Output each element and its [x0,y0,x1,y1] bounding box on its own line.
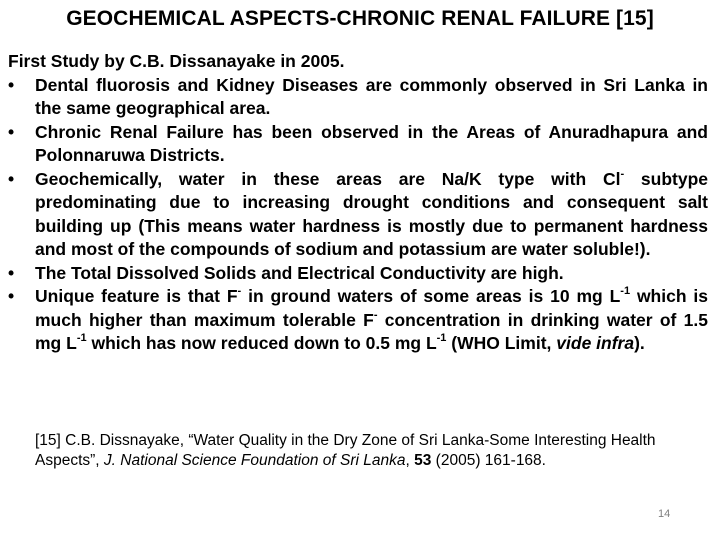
bullet-text: (WHO Limit, [446,333,557,353]
intro-line: First Study by C.B. Dissanayake in 2005. [8,51,345,71]
italic-text: vide infra [556,333,635,353]
bullet-dot: • [8,286,15,306]
reference-text: (2005) 161-168. [431,452,546,469]
journal-name: J. National Science Foundation of Sri Lanka [103,452,406,469]
bullet-item [8,285,708,356]
bullet-text: Unique feature is that F [35,286,238,306]
bullet-text: subtype predominating due to increasing drought conditions and consequent salt building up (This means water hardness is mostly due to permanent hardness and most of the compounds of sodium and potassium are water soluble!). [35,168,708,259]
bullet-text: in ground waters of some areas is 10 mg L [241,286,621,306]
volume-number: 53 [414,452,432,469]
bullet-text: Geochemically, water in these areas are Na/K type with Cl [35,168,621,189]
reference-text: [15] C.B. Dissnayake, “Water Quality in the Dry Zone of Sri Lanka-Some Interesting Health Aspects”, [35,432,656,469]
bullet-item [8,168,708,262]
superscript: -1 [76,332,87,345]
bullet-list [8,74,708,356]
bullet-dot: • [8,168,15,189]
page-number: 14 [658,508,671,520]
bullet-text: ). [634,333,645,353]
superscript: - [373,308,378,321]
superscript: -1 [436,332,447,345]
bullet-text: which is much higher than maximum tolerable F [35,286,709,330]
superscript: - [620,167,625,180]
slide-body [8,50,708,356]
bullet-text: Dental fluorosis and Kidney Diseases are commonly observed in Sri Lanka in the same geographical area. [35,74,708,118]
bullet-item [8,262,708,286]
bullet-item [8,121,708,168]
bullet-item [8,74,708,121]
superscript: - [237,285,242,298]
bullet-text: Chronic Renal Failure has been observed in the Areas of Anuradhapura and Polonnaruwa Districts. [35,121,708,165]
superscript: -1 [620,285,631,298]
bullet-text: The Total Dissolved Solids and Electrical Conductivity are high. [35,262,564,283]
bullet-text: concentration in drinking water of 1.5 mg L [35,309,708,353]
reference-text: , [405,452,415,469]
slide-title: GEOCHEMICAL ASPECTS-CHRONIC RENAL FAILURE [15] [66,7,654,30]
reference-citation [35,431,707,471]
bullet-dot: • [8,74,15,95]
bullet-dot: • [8,121,15,142]
bullet-dot: • [8,262,15,283]
bullet-text: which has now reduced down to 0.5 mg L [86,333,437,353]
